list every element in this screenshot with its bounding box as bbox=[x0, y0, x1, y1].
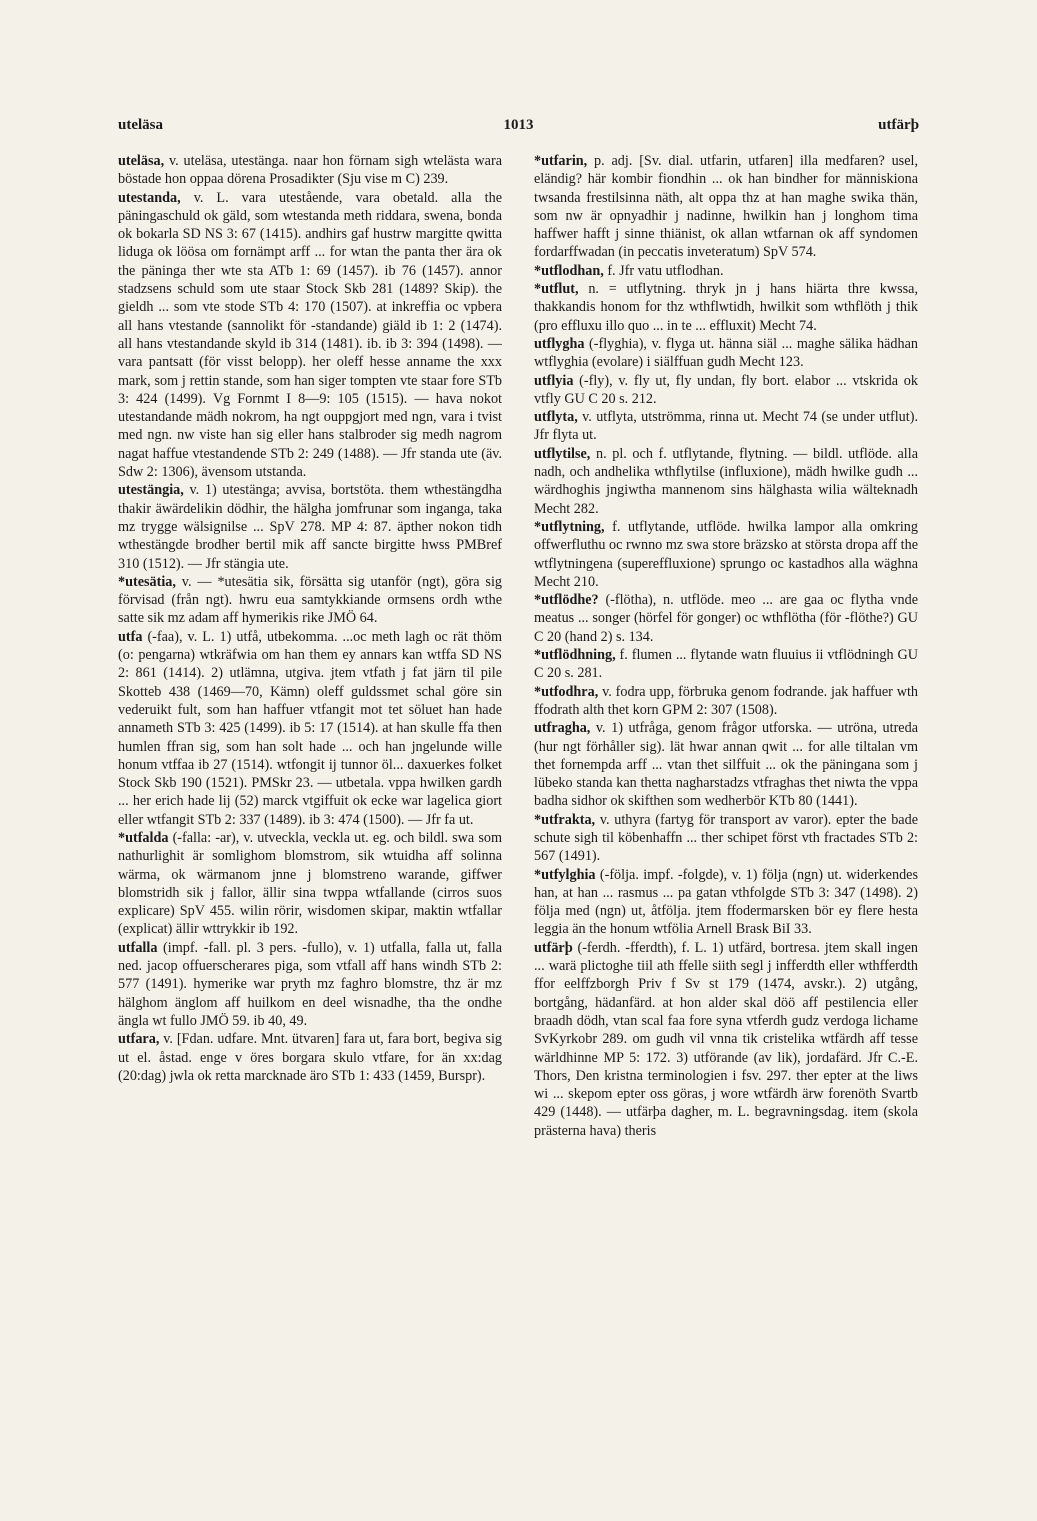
dictionary-entry bbox=[118, 939, 502, 1030]
entry-definition: (-flyghia), v. flyga ut. hänna siäl ... maghe sälika hädhan wtflyghia (evolare) i siälffuan gudh Mecht 123. bbox=[534, 335, 918, 371]
header-left-guideword: uteläsa bbox=[118, 117, 163, 133]
entry-definition: (-fly), v. fly ut, fly undan, fly bort. elabor ... vtskrida ok vtfly GU C 20 s. 212. bbox=[534, 372, 918, 407]
entry-definition: v. fodra upp, förbruka genom fodrande. jak haffuer wth ffodrath alth thet korn GPM 2: 307 (1508). bbox=[534, 683, 918, 718]
text-columns bbox=[118, 152, 918, 1497]
entry-definition: v. uthyra (fartyg för transport av varor). epter the bade schute sigh til köbenhaffn ... ther schipet först vth fractades STb 2: 567 (1491). bbox=[534, 811, 918, 865]
dictionary-entry bbox=[534, 262, 918, 280]
entry-headword: utflytilse, bbox=[534, 445, 591, 462]
entry-definition: (-flötha), n. utflöde. meo ... are gaa oc flytha vnde meatus ... songer (hörfel för gonger) oc wthflötha (för -flöthe?) GU C 20 (hand 2) s. 134. bbox=[534, 592, 918, 645]
entry-headword: utfragha, bbox=[534, 720, 591, 737]
entry-headword: *utfalda bbox=[118, 829, 169, 846]
dictionary-entry bbox=[534, 445, 918, 518]
entry-definition: v. 1) utfråga, genom frågor utforska. — utröna, utreda (hur ngt förhåller sig). lät hwar annan qwit ... for alle tiltalan vm thet fornempda arff ... vtan thet silffuit ... ok the päninganа som j lübeko standa kan thetta nagharstadzs vtfraghas thet niwta the vppa badha sidhor ok skifthen som wedherbör KTb 80 (1441). bbox=[534, 720, 918, 810]
right-column bbox=[534, 152, 918, 1497]
dictionary-entry bbox=[118, 829, 502, 939]
entry-headword: utestängia, bbox=[118, 482, 184, 499]
entry-definition: v. uteläsa, utestänga. naar hon förnam sigh wtelästa wara böstade hon oppaa dörena Prosadikter (Sju vise m C) 239. bbox=[118, 153, 502, 188]
entry-headword: *utfodhra, bbox=[534, 683, 599, 700]
entry-headword: *utfarin, bbox=[534, 153, 588, 169]
dictionary-entry bbox=[534, 518, 918, 591]
entry-definition: v. 1) utestänga; avvisa, bortstöta. them wthestängdha thakir äwärdelikin dödhir, the hälgha jomfrunar som inganga, taka mz trygge wälsignilse ... SpV 278. MP 4: 87. äpther nokon tidh wthestängde brodher bertil mik aff sancte birgitte hwss PMBref 310 (1512). — Jfr stängia ute. bbox=[118, 482, 502, 572]
entry-definition: f. utflytande, utflöde. hwilka lampor alla omkring offwerfluthu oc rwnno mz swa store bräzsko at största dropa aff the wtflytningena (supereffluxione) sprungo oc kastadhos alla wäghna Mecht 210. bbox=[534, 518, 918, 590]
dictionary-entry bbox=[118, 1030, 502, 1085]
dictionary-entry bbox=[534, 335, 918, 372]
entry-definition: p. adj. [Sv. dial. utfarin, utfaren] illa medfaren? usel, eländig? här kombir fiondhin ... ok han bindher for människiona twsanda frestilsinna näth, alt oppa thz at han maghe swika thän, som nw är opnyadhir j nadinne, hwilkin han j longhom tima haffwer hafft j sinne thiänist, ok allan wtfarnan ok aff syndomen fordarffwadan (in peccatis inveteratum) SpV 574. bbox=[534, 153, 918, 261]
entry-headword: *utfrakta, bbox=[534, 811, 596, 828]
entry-definition: v. [Fdan. udfare. Mnt. ütvaren] fara ut, fara bort, begiva sig ut el. åstad. enge v öres borgara skulo vtfare, for än xx:dag (20:dag) jwla ok retta marcknade äro STb 1: 433 (1459, Burspr). bbox=[118, 1031, 502, 1084]
entry-headword: uteläsa, bbox=[118, 153, 165, 169]
dictionary-entry bbox=[118, 189, 502, 482]
entry-headword: utfärþ bbox=[534, 939, 573, 956]
dictionary-entry bbox=[534, 646, 918, 683]
entry-headword: *utflödhe? bbox=[534, 592, 599, 609]
dictionary-entry bbox=[534, 811, 918, 866]
dictionary-entry bbox=[534, 372, 918, 409]
dictionary-entry bbox=[534, 719, 918, 810]
entry-headword: *utfylghia bbox=[534, 866, 596, 883]
entry-headword: utflygha bbox=[534, 335, 585, 352]
dictionary-entry bbox=[118, 573, 502, 628]
dictionary-entry bbox=[534, 152, 918, 262]
dictionary-entry bbox=[534, 866, 918, 939]
dictionary-entry bbox=[534, 939, 918, 1140]
entry-headword: utflyia bbox=[534, 372, 574, 389]
entry-definition: n. pl. och f. utflytande, flytning. — bildl. utflöde. alla nadh, och andhelika wthflytilse (influxione), mädh hwilke gudh ... wärdhoghis jngiwtha mannenom sins hälghasta wilia wälteknadh Mecht 282. bbox=[534, 445, 918, 517]
entry-definition: f. flumen ... flytande watn fluuius ii vtflödningh GU C 20 s. 281. bbox=[534, 647, 918, 682]
entry-headword: utflyta, bbox=[534, 409, 578, 426]
left-column bbox=[118, 152, 502, 1497]
entry-headword: utfa bbox=[118, 628, 143, 645]
dictionary-entry bbox=[534, 408, 918, 445]
entry-definition: (impf. -fall. pl. 3 pers. -fullo), v. 1) utfalla, falla ut, falla ned. jacop offuerscherares piga, som vtfall aff hans windh STb 2: 577 (1491). hymerike war pryth mz faghro blomstre, thz är mz hälghom änglom aff huilkom en deel wisnadhe, tha the ondhe ängla wt fullo JMÖ 59. ib 40, 49. bbox=[118, 939, 502, 1029]
entry-headword: *utflut, bbox=[534, 281, 579, 298]
entry-definition: n. = utflytning. thryk jn j hans hiärta thre kwssa, thakkandis honom for thz wthflwtidh, hwilkit som wthflöth j thik (pro effluxu illo quo ... in te ... effluxit) Mecht 74. bbox=[534, 281, 918, 334]
entry-definition: (-falla: -ar), v. utveckla, veckla ut. eg. och bildl. swa som nathurlighit är somlighom blomstrom, sik wtuidha aff solinna wärma, ok wärmanom jnne j blomstreno warande, giffwer blomstridh sik j fallor, ällir sina twppa wtfallande (cirros suos explicare) SpV 455. wilin rörir, wisdomen skipar, maktin wtfallar (explicat) ällir wttrykkir ib 192. bbox=[118, 829, 502, 938]
dictionary-entry bbox=[118, 481, 502, 572]
entry-definition: f. Jfr vatu utflodhan. bbox=[603, 262, 724, 279]
entry-headword: *utflytning, bbox=[534, 518, 605, 535]
entry-headword: utfalla bbox=[118, 939, 158, 956]
entry-definition: (-faa), v. L. 1) utfå, utbekomma. ...oc meth lagh oc rät thöm (o: pengarna) wtkräfwia om han them ey annars kan wtffa SD NS 2: 861 (1414). 2) utlämna, utgiva. jtem vtfath j fat järn til pile Skotteb 438 (1469—70, Kämn) oleff guldssmet schal göre sin vederuikt fult, som han haffuer vtfangit mot tet söluet han hade annameth STb 3: 425 (1499). ib 5: 17 (1514). at han skulle ffa then humlen ffran sig, som han solt hade ... och han jngelunde wille honum vtffaa ib 27 (1514). wtfongit ij tunnor öl... daxuerkes folket Stock Skb 190 (1521). PMSkr 23. — utbetala. vppa hwilken gardh ... her erich hade lij (52) marck vtgiffuit ok ecke war lagelica giort eller wtfangit STb 2: 337 (1489). ib 3: 474 (1500). — Jfr fa ut. bbox=[118, 628, 502, 828]
entry-headword: utestanda, bbox=[118, 189, 181, 206]
entry-headword: *utflödhning, bbox=[534, 647, 616, 664]
entry-definition: v. — *utesätia sik, försätta sig utanför (ngt), göra sig förvisad (från ngt). hwru eua samtykkiande ormsens ordh wthe satte sik mz adam aff hymerikis rike JMÖ 64. bbox=[118, 573, 502, 627]
entry-headword: utfara, bbox=[118, 1031, 160, 1048]
dictionary-entry bbox=[118, 628, 502, 829]
entry-headword: *utesätia, bbox=[118, 573, 176, 590]
running-header bbox=[118, 117, 919, 137]
dictionary-entry bbox=[118, 152, 502, 189]
dictionary-entry bbox=[534, 683, 918, 720]
entry-headword: *utflodhan, bbox=[534, 262, 604, 279]
header-right-guideword: utfärþ bbox=[878, 117, 919, 133]
entry-definition: (-följa. impf. -folgde), v. 1) följa (ngn) ut. widerkendes han, at han ... rasmus ... pa gatan vthfolgde STb 3: 347 (1498). 2) följa med (ngn) ut, åtfölja. jtem ffodermarsken bör ey flere hesta leggia än the honum wtfölia Arnell Brask BiI 33. bbox=[534, 866, 918, 938]
entry-definition: (-ferdh. -fferdth), f. L. 1) utfärd, bortresa. jtem skall ingen ... warä plictoghe tiil ath ffelle siith segl j infferdth eller wthfferdth ffor eelffzborgh Priv f Sv st 179 (1474, avskr.). 2) utgång, bortgång, hädanfärd. at hon alder skal döö aff pestilencia eller braadh dödh, vtan scal faa fore syna vtferdh gudz verdoga lichame SvKyrkobr 289. om gudh vil vnna tik cristelika wtfärdh aff tesse wärldhinne MP 5: 172. 3) utförande (av lik), jordafärd. Jfr C.-E. Thors, Den kristna terminologien i fsv. 297. ther epter at the liws wi ... skepom epter oss göras, j wore wtfärdh ärw forenöth Svartb 429 (1448). — utfärþa dagher, m. L. begravningsdag. item (skola prästerna hava) theris bbox=[534, 939, 918, 1139]
dictionary-entry bbox=[534, 280, 918, 335]
dictionary-entry bbox=[534, 591, 918, 646]
page-number: 1013 bbox=[503, 117, 534, 133]
entry-definition: v. L. vara utestående, vara obetald. alla the päningaschuld ok gäld, som wtestanda meth riddara, swena, bonda ok bokarla SD NS 3: 67 (1415). andhirs gaf hustrw margitte qwitta liduga ok löösa om fornämpt arff ... for wtan the panta ther ära ok the päninga ther wte sta ATb 1: 69 (1457). ib 76 (1457). annor stadzsens schuld som ute staar Stock Skb 281 (1489? Skip). the gieldh ... som vte stode STb 4: 170 (1507). at inkreffia oc vpbera all hans vtestande (sannolikt för -standande) giäld ib 1: 2 (1474). all hans vtestandande skyld ib 314 (1481). ib. ib 3: 394 (1498). — vara pantsatt (för visst belopp). her oleff hesse anname the xxx mark, som j rettin stande, som han siger tompten vte staar fore STb 3: 424 (1499). Vg Fornmt I 8—9: 105 (1515). — hava nokot utestandande mädh nokrom, ha ngt ouppgjort med ngn, vara i tvist med ngn. nw viste han sig eller hans stalbroder sig medh nagrom nagat haffue vtestandende STb 2: 249 (1488). — Jfr standa ute (äv. Sdw 2: 1306), ävensom utstanda. bbox=[118, 189, 502, 481]
entry-definition: v. utflyta, utströmma, rinna ut. Mecht 74 (se under utflut). Jfr flyta ut. bbox=[534, 409, 918, 444]
